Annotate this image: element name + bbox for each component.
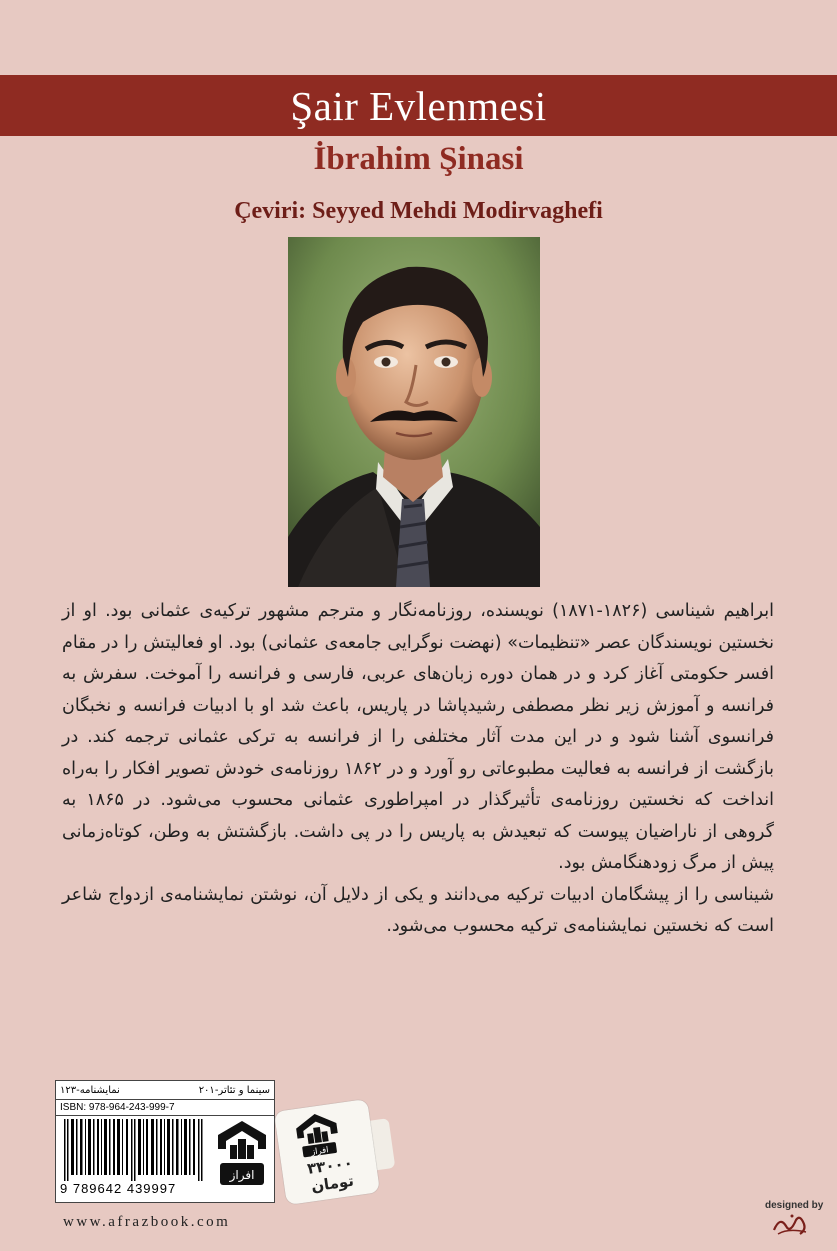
designed-by-label: designed by [765,1200,824,1211]
series-play-label: نمایشنامه-۱۲۳ [60,1084,120,1096]
author-portrait [288,237,540,587]
designer-signature-icon [770,1212,810,1238]
barcode-bars [60,1119,210,1181]
afraz-logo-icon [293,1109,343,1159]
biography-paragraph: شیناسی را از پیشگامان ادبیات ترکیه می‌دانند و یکی از دلایل آن، نوشتن نمایشنامه‌ی ازدواج شاعر است که نخستین نمایشنامه‌ی ترکیه محسوب می‌شود. [62,884,774,936]
series-row [56,1081,274,1100]
svg-text:افراز: افراز [229,1168,255,1182]
book-translator: Çeviri: Seyyed Mehdi Modirvaghefi [234,198,603,224]
svg-text:افراز: افراز [310,1144,330,1157]
barcode-digits: 9 789642 439997 [60,1181,177,1196]
price-sticker [274,1099,380,1205]
afraz-logo-icon [216,1119,268,1189]
biography-paragraph: ابراهیم شیناسی (۱۸۲۶-۱۸۷۱) نویسنده، روزنامه‌نگار و مترجم مشهور ترکیه‌ی عثمانی بود. او از نخستین نویسندگان عصر «تنظیمات» (نهضت نوگرایی جامعه‌ی عثمانی) بود. او فعالیتش را در مقام افسر حکومتی آغاز کرد و در همان دوره زبان‌های عربی، فارسی و فرانسه را آموخت. سفرش به فرانسه و آموزش زیر نظر مصطفی رشیدپاشا در پاریس، باعث شد او با ادبیات فرانسه و نخبگان فرانسوی آشنا شود و در این مدت آثار مختلفی را از فرانسه به ترکی عثمانی ترجمه کند. در بازگشت از فرانسه به فعالیت مطبوعاتی رو آورد و در ۱۸۶۲ روزنامه‌ی خودش تصویر افکار را به‌راه انداخت که نخستین روزنامه‌ی تأثیرگذار در امپراطوری عثمانی محسوب می‌شود. در ۱۸۶۵ به گروهی از ناراضیان پیوست که تبعیدش به پاریس را در پی داشت. بازگشتش به وطن، کوتاه‌زمانی پیش از مرگ زودهنگامش بود. [62,601,774,873]
series-theater-label: سینما و تئاتر-۲۰۱ [198,1084,270,1096]
publisher-website: www.afrazbook.com [63,1214,231,1230]
title-banner [0,75,837,136]
isbn-label: ISBN: 978-964-243-999-7 [56,1100,274,1116]
portrait-illustration [288,237,540,587]
barcode-panel [55,1080,275,1203]
price-value: ۳۳۰۰۰ تومان [306,1153,355,1196]
author-biography [62,596,774,943]
book-title: Şair Evlenmesi [290,82,547,129]
book-author: İbrahim Şinasi [313,141,524,177]
